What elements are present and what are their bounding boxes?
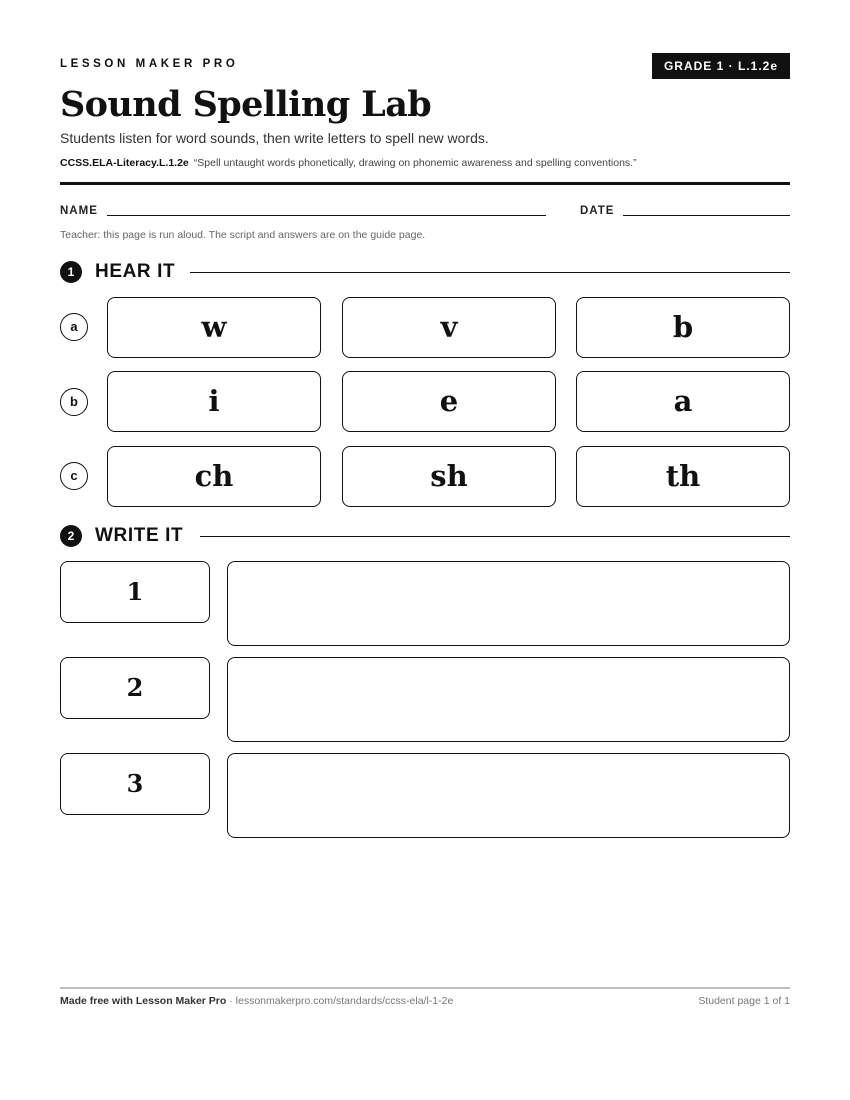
section-title: WRITE IT — [95, 525, 184, 546]
header-rule — [60, 182, 790, 185]
section-rule — [200, 536, 790, 537]
section-number-badge: 1 — [60, 261, 82, 283]
write-answer-box-1[interactable] — [227, 561, 790, 646]
grade-badge: GRADE 1 · L.1.2e — [652, 53, 790, 79]
standard-code: CCSS.ELA-Literacy.L.1.2e — [60, 157, 189, 169]
footer-credit — [60, 995, 453, 1007]
page-title: Sound Spelling Lab — [60, 84, 432, 125]
section-title: HEAR IT — [95, 261, 176, 282]
footer-page-number: Student page 1 of 1 — [698, 995, 790, 1007]
footer-rule — [60, 987, 790, 989]
footer-made-with: Made free with Lesson Maker Pro — [60, 995, 227, 1007]
name-label: NAME — [60, 205, 98, 217]
standard-quote: “Spell untaught words phonetically, drawing on phonemic awareness and spelling conventions.” — [193, 157, 637, 169]
page-subtitle: Students listen for word sounds, then write letters to spell new words. — [60, 130, 489, 146]
sound-card[interactable]: th — [576, 446, 790, 507]
sound-card[interactable]: ch — [107, 446, 321, 507]
section-write-it — [60, 524, 790, 548]
row-label-a: a — [60, 313, 88, 341]
teacher-note: Teacher: this page is run aloud. The script and answers are on the guide page. — [60, 229, 426, 241]
section-hear-it — [60, 260, 790, 284]
row-label-c: c — [60, 462, 88, 490]
write-answer-box-2[interactable] — [227, 657, 790, 742]
item-number-2: 2 — [60, 657, 210, 719]
date-label: DATE — [580, 205, 615, 217]
brand-name: LESSON MAKER PRO — [60, 58, 239, 70]
sound-card[interactable]: v — [342, 297, 556, 358]
write-answer-box-3[interactable] — [227, 753, 790, 838]
sound-card[interactable]: b — [576, 297, 790, 358]
sound-card[interactable]: e — [342, 371, 556, 432]
sound-card[interactable]: w — [107, 297, 321, 358]
sound-card[interactable]: i — [107, 371, 321, 432]
row-label-b: b — [60, 388, 88, 416]
date-field[interactable] — [623, 215, 790, 216]
section-rule — [190, 272, 790, 273]
item-number-3: 3 — [60, 753, 210, 815]
sound-card[interactable]: sh — [342, 446, 556, 507]
sound-card[interactable]: a — [576, 371, 790, 432]
name-field[interactable] — [107, 215, 546, 216]
footer-url[interactable]: · lessonmakerpro.com/standards/ccss-ela/l-1-2e — [226, 995, 454, 1007]
standard-line — [60, 157, 637, 169]
worksheet-page — [60, 0, 790, 1100]
item-number-1: 1 — [60, 561, 210, 623]
section-number-badge: 2 — [60, 525, 82, 547]
